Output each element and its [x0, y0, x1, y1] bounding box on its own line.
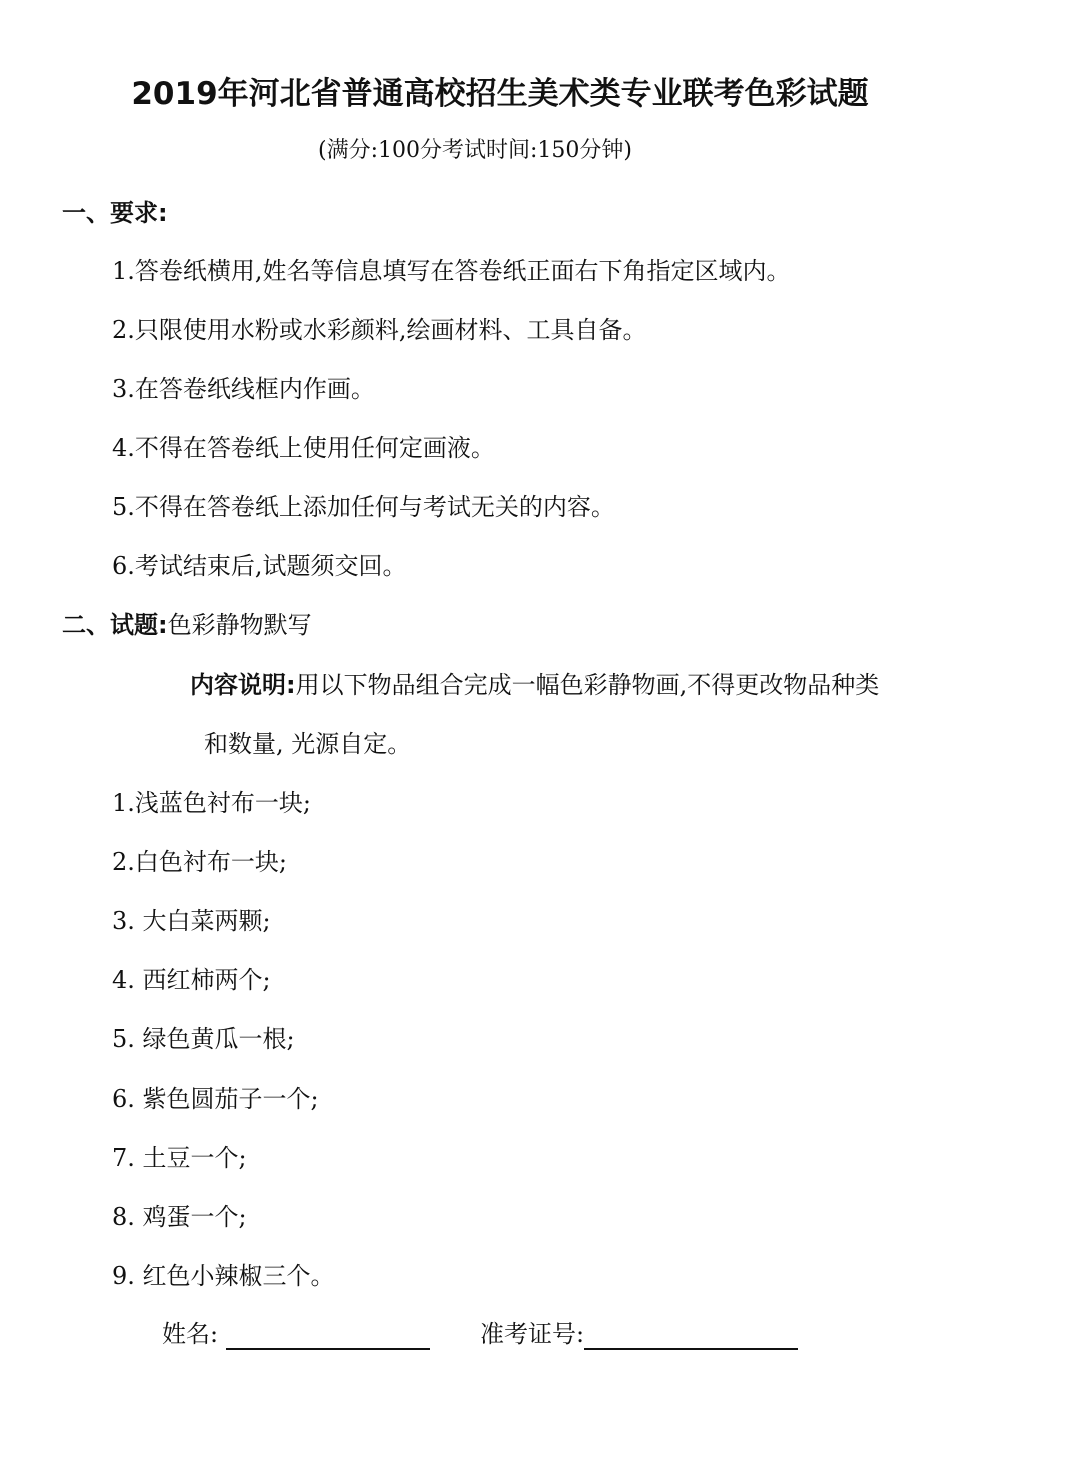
section-2-heading: 二、试题:	[62, 611, 168, 639]
requirement-item: 6.考试结束后,试题须交回。	[112, 552, 407, 580]
still-life-item: 2.白色衬布一块;	[112, 848, 287, 876]
content-note-text: 用以下物品组合完成一幅色彩静物画,不得更改物品种类	[295, 671, 880, 699]
section-2-heading-row	[62, 609, 312, 641]
still-life-item: 3. 大白菜两颗;	[112, 907, 271, 935]
exam-info: (满分:100分考试时间:150分钟)	[318, 138, 632, 163]
still-life-item: 5. 绿色黄瓜一根;	[112, 1025, 295, 1053]
page-title: 2019年河北省普通高校招生美术类专业联考色彩试题	[131, 76, 869, 112]
requirement-item: 4.不得在答卷纸上使用任何定画液。	[112, 434, 495, 462]
content-note-continued: 和数量, 光源自定。	[204, 730, 412, 758]
requirement-item: 2.只限使用水粉或水彩颜料,绘画材料、工具自备。	[112, 316, 647, 344]
requirement-item: 1.答卷纸横用,姓名等信息填写在答卷纸正面右下角指定区域内。	[112, 257, 791, 285]
still-life-item: 8. 鸡蛋一个;	[112, 1203, 247, 1231]
section-2-topic: 色彩静物默写	[167, 611, 312, 639]
name-blank[interactable]	[226, 1318, 430, 1350]
content-note-label: 内容说明:	[190, 671, 296, 699]
still-life-item: 4. 西红柿两个;	[112, 966, 271, 994]
exam-id-label: 准考证号:	[480, 1320, 585, 1348]
section-1-heading: 一、要求:	[62, 199, 168, 227]
requirement-item: 3.在答卷纸线框内作画。	[112, 375, 375, 403]
name-label: 姓名:	[162, 1320, 219, 1348]
still-life-item: 1.浅蓝色衬布一块;	[112, 789, 311, 817]
still-life-item: 7. 土豆一个;	[112, 1144, 247, 1172]
exam-id-field	[480, 1318, 798, 1350]
content-note	[190, 669, 879, 701]
still-life-item: 9. 红色小辣椒三个。	[112, 1262, 335, 1290]
requirement-item: 5.不得在答卷纸上添加任何与考试无关的内容。	[112, 493, 615, 521]
still-life-item: 6. 紫色圆茄子一个;	[112, 1085, 319, 1113]
name-field	[162, 1318, 430, 1350]
exam-id-blank[interactable]	[584, 1318, 798, 1350]
